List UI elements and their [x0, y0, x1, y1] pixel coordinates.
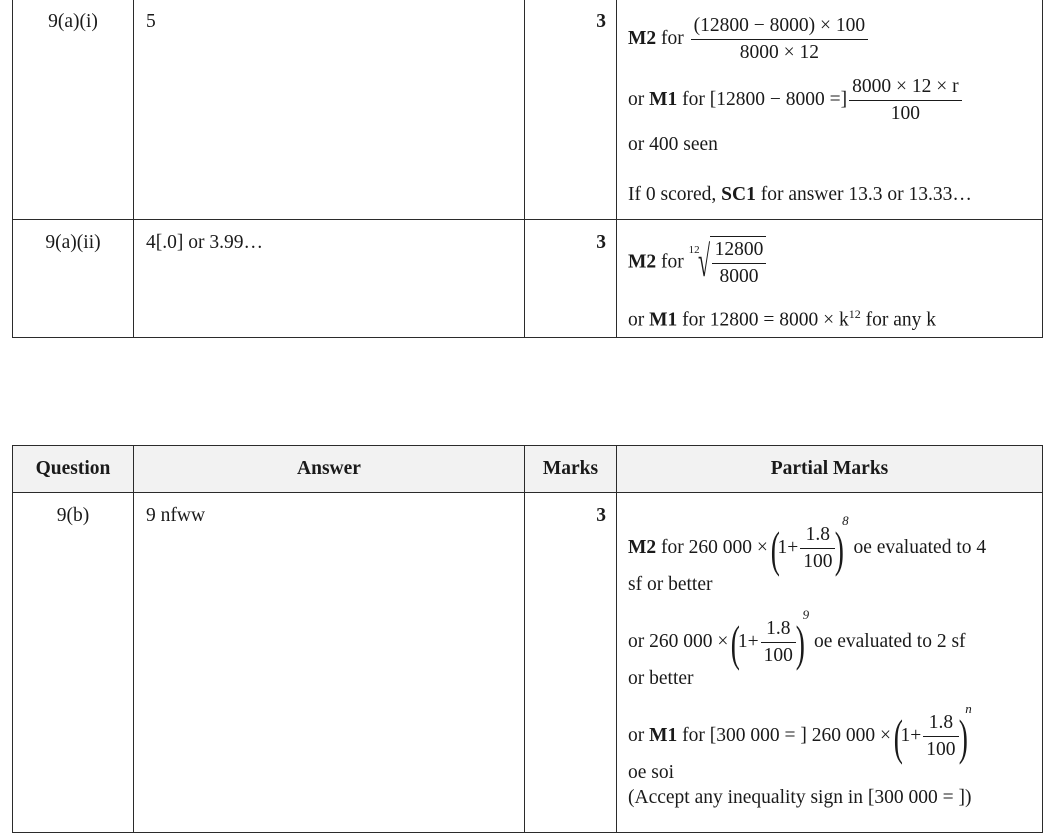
right-paren: ) [835, 520, 845, 577]
denominator: 100 [803, 551, 833, 573]
text: 1+ [737, 631, 759, 652]
pm-line [628, 13, 870, 66]
mark-code: SC1 [721, 184, 756, 205]
text: oe evaluated to 2 sf [813, 631, 966, 652]
pm-line [628, 74, 964, 127]
exponent: 9 [802, 607, 810, 622]
fraction [761, 616, 796, 669]
text: or 260 000 × [628, 631, 729, 652]
marks-cell: 3 [525, 220, 617, 338]
text: or [628, 88, 645, 110]
marks-cell: 3 [525, 493, 617, 833]
exponent: 8 [842, 513, 849, 528]
pm-line [628, 236, 766, 290]
pm-line: oe soi [628, 762, 675, 783]
column-header-question: Question [13, 446, 134, 493]
pm-line: sf or better [628, 574, 713, 595]
text: or [628, 725, 645, 746]
pm-line [628, 302, 936, 333]
text: for 260 000 × [661, 537, 768, 558]
denominator: 8000 × 12 [739, 42, 820, 63]
answer-cell: 9 nfww [134, 493, 525, 833]
fraction [849, 74, 962, 127]
right-paren: ) [958, 708, 968, 765]
text: for [12800 − 8000 =] [682, 88, 848, 110]
text: for answer 13.3 or 13.33… [760, 184, 972, 205]
root-index: 12 [688, 244, 700, 257]
text: or [628, 309, 645, 331]
numerator: 1.8 [923, 710, 958, 737]
text: for [661, 27, 684, 49]
exponent: n [965, 701, 972, 716]
numerator: 12800 [712, 237, 767, 264]
pm-line: or better [628, 668, 694, 689]
partial-marks-cell [617, 0, 1043, 220]
text: for [661, 251, 684, 273]
mark-code: M2 [628, 27, 657, 49]
partial-marks-cell [617, 220, 1043, 338]
column-header-answer: Answer [134, 446, 525, 493]
markscheme-table-b [12, 445, 1043, 833]
text: If 0 scored, [628, 184, 717, 205]
text: for [300 000 = ] 260 000 × [682, 725, 892, 746]
fraction [800, 522, 835, 575]
fraction [923, 710, 958, 763]
text: oe evaluated to 4 [853, 537, 987, 558]
right-paren: ) [795, 614, 805, 671]
column-header-marks: Marks [525, 446, 617, 493]
answer-cell: 4[.0] or 3.99… [134, 220, 525, 338]
pm-line: (Accept any inequality sign in [300 000 = ]) [628, 787, 972, 808]
text: 1+ [900, 725, 922, 746]
mark-code: M1 [649, 309, 678, 331]
exponent: 12 [848, 307, 861, 321]
pm-line [628, 509, 986, 575]
header-row [13, 446, 1043, 493]
answer-cell: 5 [134, 0, 525, 220]
pm-line [628, 697, 972, 763]
numerator: 1.8 [761, 616, 796, 643]
numerator: 1.8 [800, 522, 835, 549]
pm-line: or 400 seen [628, 134, 718, 155]
denominator: 100 [890, 103, 921, 124]
mark-code: M2 [628, 251, 657, 273]
marks-cell: 3 [525, 0, 617, 220]
numerator: (12800 − 8000) × 100 [691, 13, 868, 40]
denominator: 100 [926, 739, 956, 761]
markscheme-table-a [12, 0, 1043, 338]
mark-code: M1 [649, 725, 678, 746]
numerator: 8000 × 12 × r [849, 74, 962, 101]
denominator: 8000 [719, 266, 759, 287]
mark-code: M2 [628, 537, 657, 558]
left-paren: ( [730, 614, 741, 671]
table-row [13, 0, 1043, 220]
partial-marks-cell [617, 493, 1043, 833]
radical-sign: √ [697, 237, 710, 286]
radical [698, 236, 767, 290]
question-cell: 9(a)(ii) [13, 220, 134, 338]
left-paren: ( [893, 708, 903, 765]
left-paren: ( [770, 520, 780, 577]
column-header-partial-marks: Partial Marks [617, 446, 1043, 493]
question-cell: 9(a)(i) [13, 0, 134, 220]
question-cell: 9(b) [13, 493, 134, 833]
denominator: 100 [763, 645, 793, 667]
pm-line [628, 603, 966, 669]
table-row [13, 220, 1043, 338]
fraction [691, 13, 868, 66]
text: for 12800 = 8000 × k [682, 309, 849, 331]
mark-code: M1 [649, 88, 678, 110]
table-row [13, 493, 1043, 833]
text: for any k [865, 309, 937, 331]
text: 1+ [777, 537, 799, 558]
pm-line [628, 183, 972, 207]
